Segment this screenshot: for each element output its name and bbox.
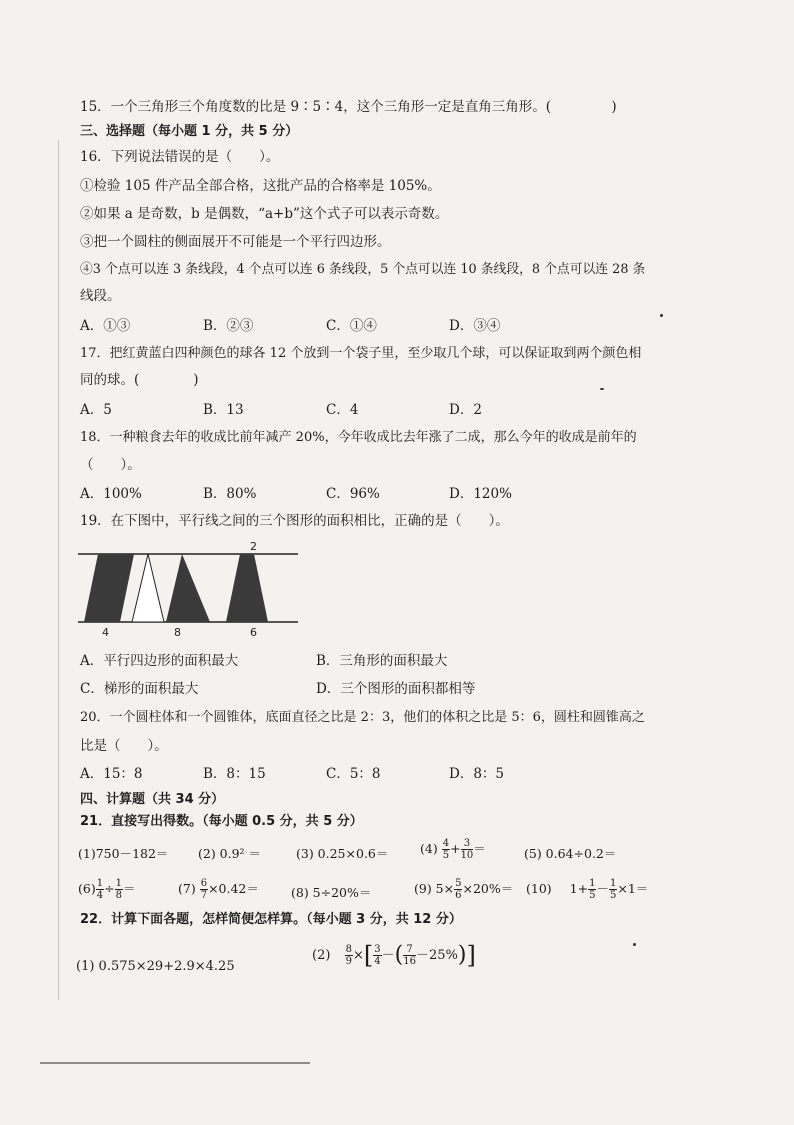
question-18-cont: （ ）。 bbox=[80, 457, 141, 473]
question-16: 16．下列说法错误的是（ ）。 bbox=[80, 149, 280, 165]
calc-9: (9) 5× $\frac{5}{6}$ ×20%＝ bbox=[414, 878, 514, 901]
fraction: $\frac{6}{7}$ bbox=[200, 878, 208, 901]
label-top: 2 bbox=[250, 540, 257, 553]
q16-option-c: C．①④ bbox=[326, 318, 377, 334]
q22-part-1: (1) 0.575×29+2.9×4.25 bbox=[76, 959, 235, 974]
scan-speck bbox=[633, 943, 636, 946]
q19-option-a: A．平行四边形的面积最大 bbox=[80, 653, 239, 669]
question-15 bbox=[80, 98, 617, 116]
q17-option-a: A．5 bbox=[80, 402, 112, 418]
q20-option-b: B．8：15 bbox=[203, 766, 266, 782]
fraction: $\frac{1}{5}$ bbox=[609, 878, 617, 901]
question-20-cont: 比是（ ）。 bbox=[80, 738, 168, 754]
calc-6: (6) $\frac{1}{4}$ ÷ $\frac{1}{8}$ ＝ bbox=[78, 878, 136, 901]
fraction: $\frac{8}{9}$ bbox=[345, 944, 352, 967]
q16-statement-4-cont: 线段。 bbox=[80, 288, 121, 304]
question-20: 20．一个圆柱体和一个圆锥体，底面直径之比是 2：3，他们的体积之比是 5：6，圆柱和圆锥高之 bbox=[80, 710, 645, 725]
calc-8: (8) 5÷20%＝ bbox=[291, 885, 372, 900]
fraction: $\frac{1}{5}$ bbox=[589, 878, 596, 901]
label-base-8: 8 bbox=[174, 626, 181, 639]
q22-part-2: (2) $\frac{8}{9}$ ×[ $\frac{3}{4}$ －( $\frac{7}{16}$ －25%)] bbox=[312, 941, 476, 970]
trapezoid-shape bbox=[226, 554, 268, 622]
calc-4: (4) $\frac{4}{5}$ + $\frac{3}{10}$ ＝ bbox=[420, 838, 486, 861]
q18-option-a: A．100% bbox=[80, 486, 142, 502]
question-19: 19．在下图中，平行线之间的三个图形的面积相比，正确的是（ ）。 bbox=[80, 513, 509, 529]
parallel-lines-figure bbox=[74, 538, 306, 642]
answer-paren: ) bbox=[611, 99, 617, 115]
triangle-shape bbox=[166, 554, 210, 622]
q17-option-d: D．2 bbox=[449, 402, 482, 418]
q16-option-a: A．①③ bbox=[80, 318, 131, 334]
question-21: 21．直接写出得数。（每小题 0.5 分，共 5 分） bbox=[80, 814, 363, 829]
q19-option-c: C．梯形的面积最大 bbox=[80, 681, 199, 697]
calc-1: (1)750－182＝ bbox=[78, 846, 169, 861]
q19-option-d: D．三个图形的面积都相等 bbox=[316, 681, 476, 697]
fraction: $\frac{3}{4}$ bbox=[374, 944, 381, 967]
section-4-heading: 四、计算题（共 34 分） bbox=[80, 792, 225, 807]
calc-3: (3) 0.25×0.6＝ bbox=[296, 846, 389, 861]
q16-statement-2: ②如果 a 是奇数，b 是偶数，“a+b”这个式子可以表示奇数。 bbox=[80, 206, 449, 222]
q16-option-b: B．②③ bbox=[203, 318, 254, 334]
q20-option-d: D．8：5 bbox=[449, 766, 505, 782]
q18-option-b: B．80% bbox=[203, 486, 257, 502]
q19-option-b: B．三角形的面积最大 bbox=[316, 653, 448, 669]
question-22: 22．计算下面各题，怎样简便怎样算。（每小题 3 分，共 12 分） bbox=[80, 912, 462, 927]
calc-2: (2) 0.9² ＝ bbox=[198, 846, 262, 861]
section-3-heading: 三、选择题（每小题 1 分，共 5 分） bbox=[80, 124, 299, 139]
parallelogram-shape bbox=[84, 554, 134, 622]
question-15-text: 15．一个三角形三个角度数的比是 9∶5∶4，这个三角形一定是直角三角形。( bbox=[80, 99, 552, 115]
fraction: $\frac{3}{10}$ bbox=[460, 838, 474, 861]
fraction: $\frac{4}{5}$ bbox=[442, 838, 450, 861]
q16-statement-1: ①检验 105 件产品全部合格，这批产品的合格率是 105%。 bbox=[80, 178, 441, 194]
scan-speck bbox=[660, 314, 663, 317]
question-17-cont: 同的球。( ) bbox=[80, 372, 199, 388]
calc-10: (10) 1+ $\frac{1}{5}$ － $\frac{1}{5}$ ×1＝ bbox=[526, 878, 649, 901]
q16-statement-4: ④3 个点可以连 3 条线段，4 个点可以连 6 条线段，5 个点可以连 10 条线段，8 个点可以连 28 条 bbox=[80, 262, 646, 277]
q17-option-b: B．13 bbox=[203, 402, 244, 418]
label-base-6: 6 bbox=[250, 626, 257, 639]
fraction: $\frac{1}{8}$ bbox=[115, 878, 122, 901]
q20-option-a: A．15：8 bbox=[80, 766, 143, 782]
q20-option-c: C．5：8 bbox=[326, 766, 381, 782]
fraction: $\frac{1}{4}$ bbox=[96, 878, 104, 901]
margin-line bbox=[58, 140, 59, 1000]
q16-option-d: D．③④ bbox=[449, 318, 501, 334]
question-18: 18．一种粮食去年的收成比前年减产 20%，今年收成比去年涨了二成，那么今年的收成是前年的 bbox=[80, 430, 637, 445]
q18-option-d: D．120% bbox=[449, 486, 512, 502]
calc-5: (5) 0.64÷0.2＝ bbox=[524, 846, 617, 861]
q18-option-c: C．96% bbox=[326, 486, 380, 502]
scan-edge-line bbox=[40, 1062, 310, 1064]
question-17: 17．把红黄蓝白四种颜色的球各 12 个放到一个袋子里，至少取几个球，可以保证取到两个颜色相 bbox=[80, 346, 642, 361]
triangle-shape-left bbox=[132, 554, 164, 622]
label-base-4: 4 bbox=[102, 626, 109, 639]
fraction: $\frac{7}{16}$ bbox=[403, 944, 416, 967]
scan-speck bbox=[600, 388, 604, 390]
q16-statement-3: ③把一个圆柱的侧面展开不可能是一个平行四边形。 bbox=[80, 234, 391, 250]
fraction: $\frac{5}{6}$ bbox=[455, 878, 462, 901]
q17-option-c: C．4 bbox=[326, 402, 359, 418]
calc-7: (7) $\frac{6}{7}$ ×0.42＝ bbox=[178, 878, 259, 901]
